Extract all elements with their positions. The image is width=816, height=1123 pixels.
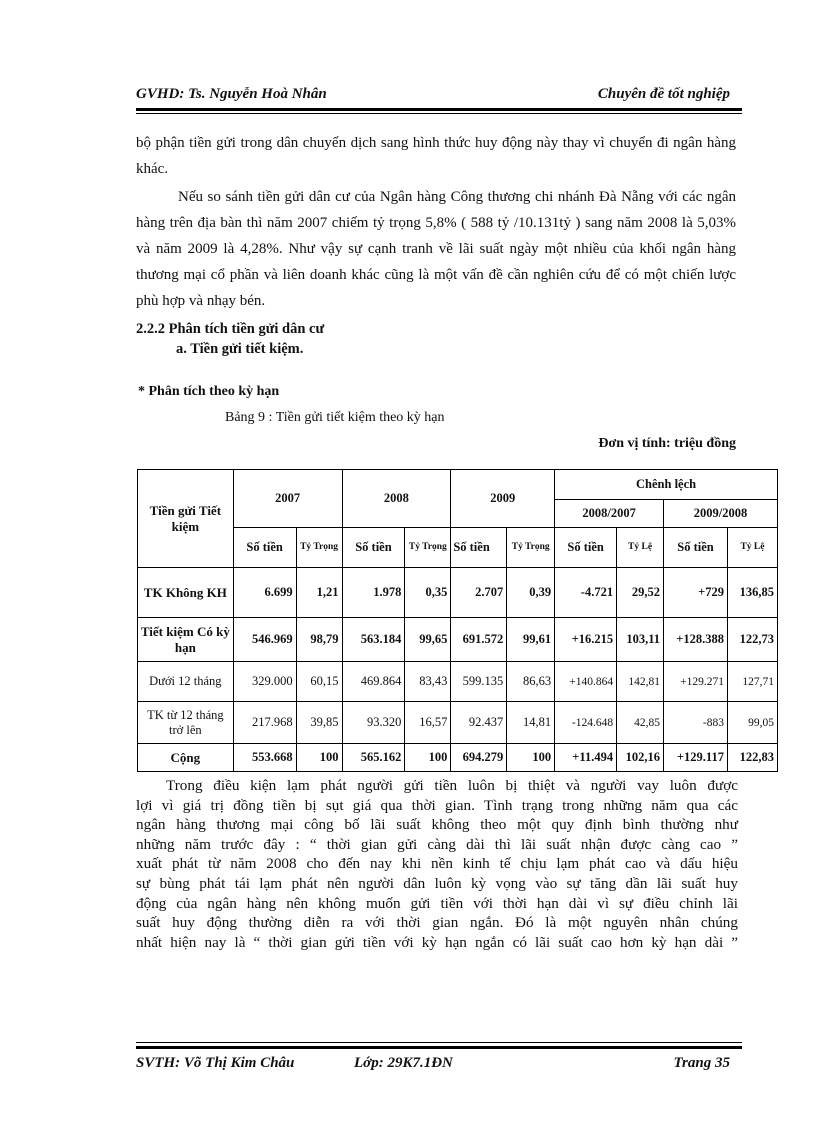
table-cell: 217.968 <box>233 702 296 744</box>
sub-amount: Số tiền <box>233 528 296 568</box>
paragraph-comparison: Nếu so sánh tiền gửi dân cư của Ngân hàng Công thương chi nhánh Đà Nẵng với các ngân hàng trên địa bàn thì năm 2007 chiếm tỷ trọng 5,8% ( 588 tỷ /10.131tỷ ) sang năm 2008 là 5,03% và năm 2009 là 4,28%. Như vậy sự cạnh tranh về lãi suất ngày một nhiều của khối ngân hàng thương mại cổ phần và liên doanh khác cũng là một vấn đề cần nghiên cứu để có một chiến lược phù hợp và nhạy bén. <box>136 189 736 309</box>
table-cell: 122,73 <box>727 618 777 662</box>
table-cell: 565.162 <box>342 744 405 772</box>
sub-amount: Số tiền <box>555 528 617 568</box>
sub-share: Tỷ Trọng <box>296 528 342 568</box>
table-cell: 42,85 <box>617 702 664 744</box>
table-cell: +128.388 <box>664 618 728 662</box>
unit-label: Đơn vị tính: triệu đồng <box>598 436 736 451</box>
row-label: Dưới 12 tháng <box>138 662 234 702</box>
paragraph-line: Trong điều kiện lạm phát người gửi tiền luôn bị thiệt và người vay luôn được <box>166 777 738 794</box>
table-cell: 469.864 <box>342 662 405 702</box>
paragraph-line: động của ngân hàng nên không muốn gửi tiền với thời hạn dài vì sự điều chỉnh lãi <box>136 894 738 912</box>
paragraph-line: sự bùng phát tái lạm phát nên người dân luôn kỳ vọng vào sự tăng dần lãi suất huy <box>136 874 738 892</box>
table-cell: +16.215 <box>555 618 617 662</box>
table-cell: +140.864 <box>555 662 617 702</box>
table-cell: 1,21 <box>296 568 342 618</box>
sub-amount: Số tiền <box>664 528 728 568</box>
table-cell: 1.978 <box>342 568 405 618</box>
table-cell: -124.648 <box>555 702 617 744</box>
footer-student: SVTH: Võ Thị Kim Châu <box>136 1055 295 1071</box>
table-cell: +129.117 <box>664 744 728 772</box>
table-cell: 93.320 <box>342 702 405 744</box>
table-cell: -4.721 <box>555 568 617 618</box>
table-cell: 6.699 <box>233 568 296 618</box>
row-label: Cộng <box>138 744 234 772</box>
year-header-2008: 2008 <box>342 470 451 528</box>
row-label: TK Không KH <box>138 568 234 618</box>
sub-ratio: Tỷ Lệ <box>617 528 664 568</box>
table-cell: 546.969 <box>233 618 296 662</box>
analysis-title: * Phân tích theo kỳ hạn <box>138 384 280 399</box>
table-cell: 563.184 <box>342 618 405 662</box>
table-cell: +729 <box>664 568 728 618</box>
table-cell: 92.437 <box>451 702 507 744</box>
diff-period-2009-2008: 2009/2008 <box>664 500 778 528</box>
header-advisor: GVHD: Ts. Nguyễn Hoà Nhân <box>136 86 327 102</box>
table-cell: 553.668 <box>233 744 296 772</box>
header-rule-thin <box>136 113 742 114</box>
sub-amount: Số tiền <box>342 528 405 568</box>
table-cell: 29,52 <box>617 568 664 618</box>
sub-amount: Số tiền <box>451 528 507 568</box>
table-row <box>138 702 778 744</box>
table-cell: 16,57 <box>405 702 451 744</box>
paragraph-line: xuất phát từ năm 2008 cho đến nay khi nền kinh tế chịu lạm phát cao và dấu hiệu <box>136 855 738 873</box>
header-doc-title: Chuyên đề tốt nghiệp <box>597 86 730 102</box>
sub-share: Tỷ Trọng <box>405 528 451 568</box>
sub-ratio: Tỷ Lệ <box>727 528 777 568</box>
page-header <box>136 86 730 108</box>
table-cell: 83,43 <box>405 662 451 702</box>
footer-page-number: Trang 35 <box>673 1055 730 1071</box>
diff-period-2008-2007: 2008/2007 <box>555 500 664 528</box>
table-row <box>138 662 778 702</box>
paragraph-line: suất huy động thường diễn ra với thời gian ngắn. Đó là một nguyên nhân chúng <box>136 914 738 932</box>
table-cell: 599.135 <box>451 662 507 702</box>
paragraph-line: ngân hàng thương mại công bố lãi suất không theo một quy định bình thường như <box>136 816 738 834</box>
table-cell: +129.271 <box>664 662 728 702</box>
year-header-2009: 2009 <box>451 470 555 528</box>
diff-header: Chênh lệch <box>555 470 778 500</box>
year-header-2007: 2007 <box>233 470 342 528</box>
table-caption: Bảng 9 : Tiền gửi tiết kiệm theo kỳ hạn <box>225 410 445 425</box>
savings-table <box>137 469 778 772</box>
table-cell: 329.000 <box>233 662 296 702</box>
table-row <box>138 618 778 662</box>
table-cell: 99,65 <box>405 618 451 662</box>
footer-rule-thin <box>136 1042 742 1043</box>
table-cell: 127,71 <box>727 662 777 702</box>
table-cell: 99,05 <box>727 702 777 744</box>
table-cell: 102,16 <box>617 744 664 772</box>
table-cell: 39,85 <box>296 702 342 744</box>
paragraph-intro: bộ phận tiền gửi trong dân chuyển dịch sang hình thức huy động này thay vì chuyển đi ngân hàng khác. <box>136 135 736 177</box>
table-cell: 691.572 <box>451 618 507 662</box>
table-cell: 2.707 <box>451 568 507 618</box>
table-cell: 694.279 <box>451 744 507 772</box>
section-heading: 2.2.2 Phân tích tiền gửi dân cư <box>136 321 325 337</box>
table-cell: 100 <box>405 744 451 772</box>
table-cell: 98,79 <box>296 618 342 662</box>
table-cell: 0,35 <box>405 568 451 618</box>
table-cell: 142,81 <box>617 662 664 702</box>
page-footer <box>136 1055 730 1077</box>
table-cell: 14,81 <box>507 702 555 744</box>
paragraph-line: nhất hiện nay là “ thời gian gửi tiền với kỳ hạn ngắn có lãi suất cao hơn kỳ hạn dài ” <box>136 933 738 951</box>
table-cell: +11.494 <box>555 744 617 772</box>
sub-share: Tỷ Trọng <box>507 528 555 568</box>
table-row <box>138 744 778 772</box>
paragraph-inflation <box>136 776 738 952</box>
footer-rule <box>136 1046 742 1049</box>
table-cell: 60,15 <box>296 662 342 702</box>
table-cell: 86,63 <box>507 662 555 702</box>
table-cell: -883 <box>664 702 728 744</box>
subsection-heading: a. Tiền gửi tiết kiệm. <box>176 341 304 357</box>
table-cell: 103,11 <box>617 618 664 662</box>
table-cell: 0,39 <box>507 568 555 618</box>
table-cell: 122,83 <box>727 744 777 772</box>
row-label: Tiết kiệm Có kỳ hạn <box>138 618 234 662</box>
row-label: TK từ 12 tháng trở lên <box>138 702 234 744</box>
table-cell: 100 <box>296 744 342 772</box>
paragraph-line: lợi vì giá trị đồng tiền bị sụt giá qua thời gian. Tình trạng trong những năm qua các <box>136 796 738 814</box>
footer-class: Lớp: 29K7.1ĐN <box>354 1055 453 1071</box>
table-cell: 136,85 <box>727 568 777 618</box>
table-cell: 99,61 <box>507 618 555 662</box>
col-group-header: Tiền gửi Tiết kiệm <box>138 470 234 568</box>
table-row <box>138 568 778 618</box>
header-rule <box>136 108 742 111</box>
table-cell: 100 <box>507 744 555 772</box>
paragraph-line: những năm trước đây : “ thời gian gửi càng dài thì lãi suất nhận được càng cao ” <box>136 835 738 853</box>
